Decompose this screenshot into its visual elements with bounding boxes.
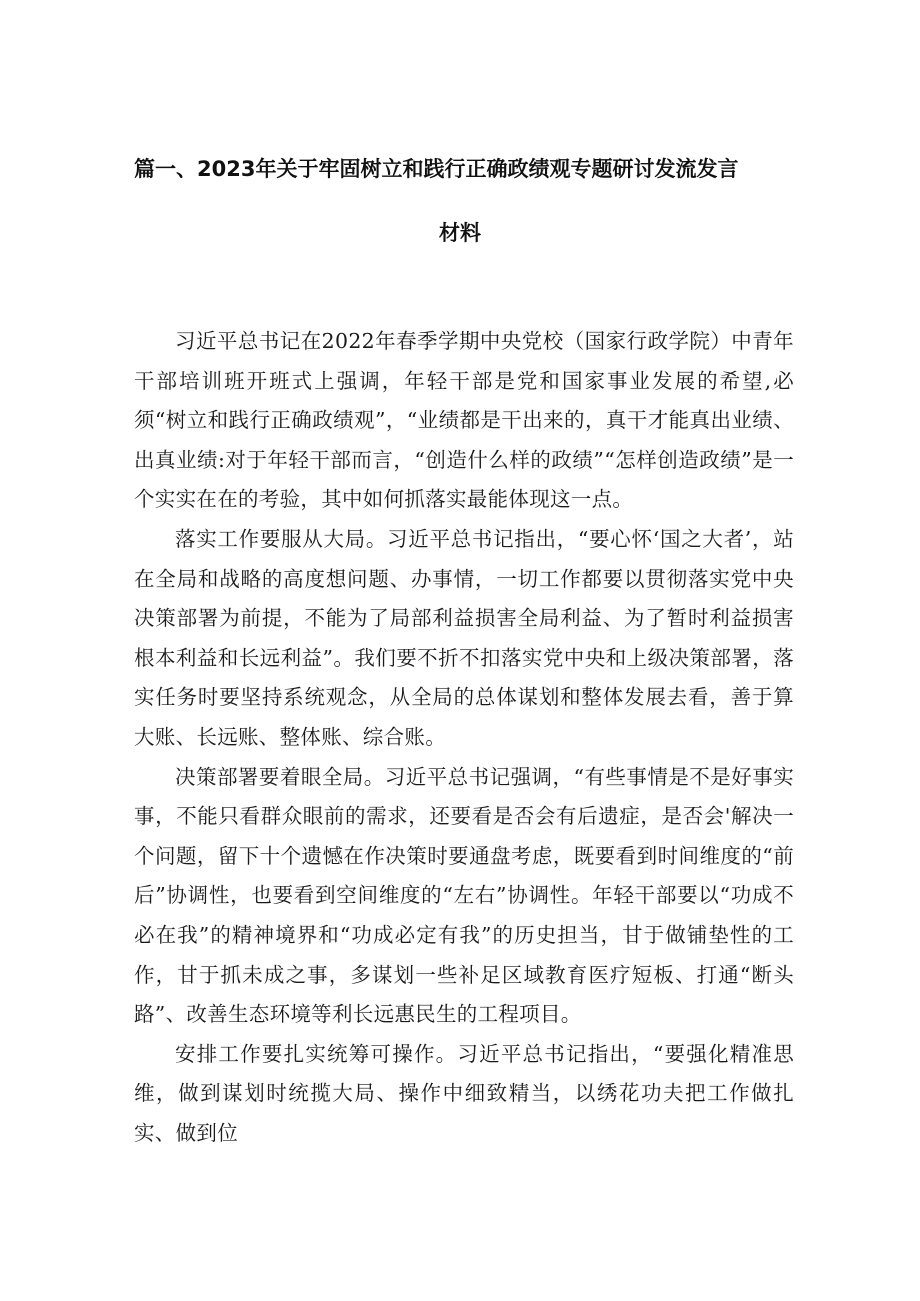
document-title-line-1: 篇一、2023年关于牢固树立和践行正确政绩观专题研讨发流发言: [134, 157, 739, 181]
body-paragraph-4: 安排工作要扎实统筹可操作。习近平总书记指出，“要强化精准思维，做到谋划时统揽大局、操作中细致精当，以绣花功夫把工作做扎实、做到位: [134, 1041, 794, 1145]
body-paragraph-1: 习近平总书记在2022年春季学期中央党校（国家行政学院）中青年干部培训班开班式上强调，年轻干部是党和国家事业发展的希望,必须“树立和践行正确政绩观”，“业绩都是干出来的，真干才能真出业绩、出真业绩:对于年轻干部而言，“创造什么样的政绩”“怎样创造政绩”是一个实实在在的考验，其中如何抓落实最能体现这一点。: [134, 329, 794, 512]
body-paragraph-3: 决策部署要着眼全局。习近平总书记强调，“有些事情是不是好事实事，不能只看群众眼前的需求，还要看是否会有后遗症，是否会'解决一个问题，留下十个遗憾在作决策时要通盘考虑，既要看到时间维度的“前后”协调性，也要看到空间维度的“左右”协调性。年轻干部要以“功成不必在我”的精神境界和“功成必定有我”的历史担当，甘于做铺垫性的工作，甘于抓未成之事，多谋划一些补足区域教育医疗短板、打通“断头路”、改善生态环境等利长远惠民生的工程项目。: [134, 764, 794, 1027]
body-paragraph-2: 落实工作要服从大局。习近平总书记指出，“要心怀‘国之大者’，站在全局和战略的高度想问题、办事情，一切工作都要以贯彻落实党中央决策部署为前提，不能为了局部利益损害全局利益、为了暂时利益损害根本利益和长远利益”。我们要不折不扣落实党中央和上级决策部署，落实任务时要坚持系统观念，从全局的总体谋划和整体发展去看，善于算大账、长远账、整体账、综合账。: [134, 526, 794, 749]
document-body: [134, 322, 794, 1153]
document-title-line-2: 材料: [439, 221, 481, 245]
